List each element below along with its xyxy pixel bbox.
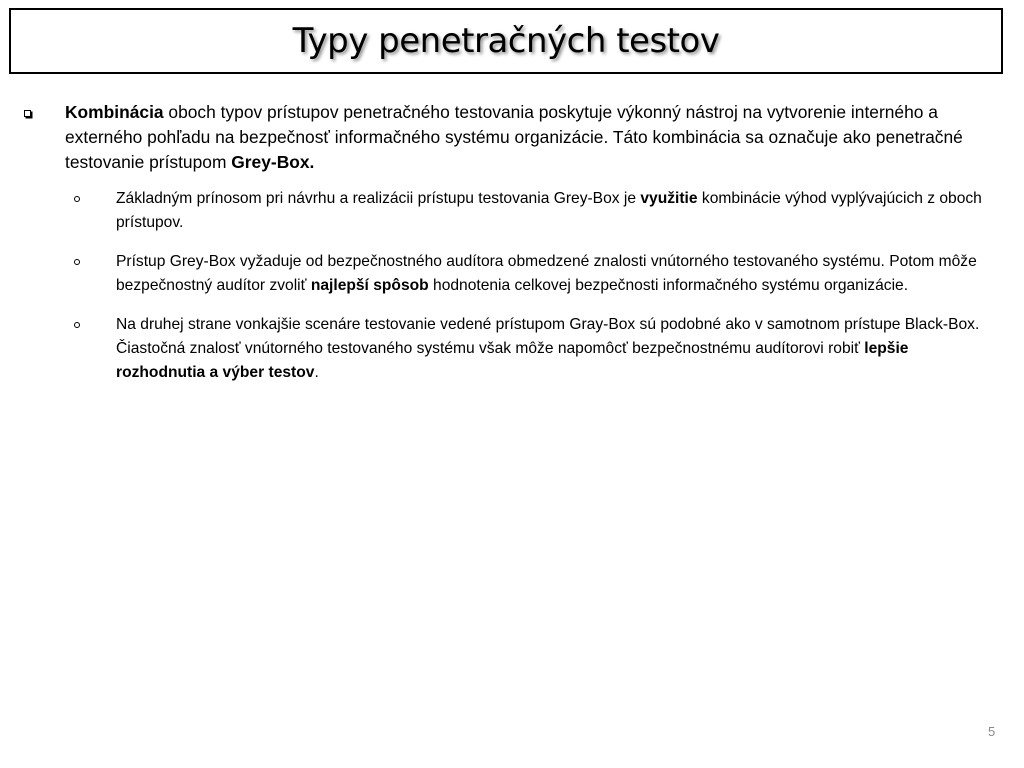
- main-bullet-text: oboch typov prístupov penetračného testovania poskytuje výkonný nástroj na vytvorenie interného a externého pohľadu na bezpečnosť informačného systému organizácie. Táto kombinácia sa označuje ako penetračné testovanie prístupom: [65, 102, 963, 172]
- sub-bullet-bold: najlepší spôsob: [310, 277, 429, 294]
- sub-bullet-text: .: [314, 364, 319, 381]
- slide-title: Typy penetračných testov: [292, 21, 720, 61]
- main-bullet-bold-lead: Kombinácia: [65, 102, 164, 122]
- main-bullet-bold-tail: Grey-Box.: [231, 152, 315, 172]
- sub-bullet-text: Na druhej strane vonkajšie scenáre testovanie vedené prístupom Gray-Box sú podobné ako v samotnom prístupe Black-Box. Čiastočná znalosť vnútorného testovaného systému však môže napomôcť bezpečnostnému audítorovi robiť: [116, 316, 980, 357]
- sub-bullet-text: Prístup Grey-Box vyžaduje od bezpečnostného audítora obmedzené znalosti vnútorného testovaného systému. Potom môže bezpečnostný audítor zvoliť: [116, 253, 977, 294]
- circle-bullet-icon: [74, 322, 80, 328]
- sub-bullet-item: [24, 313, 999, 385]
- sub-bullet-item: [24, 187, 999, 235]
- sub-bullet-text: Základným prínosom pri návrhu a realizácii prístupu testovania Grey-Box je: [116, 190, 641, 207]
- sub-bullet-item: [24, 250, 999, 298]
- sub-bullet-bold: využitie: [640, 190, 698, 207]
- slide-title-box: [9, 8, 1003, 74]
- page-number: 5: [988, 724, 996, 739]
- sub-bullet-text: kombinácie výhod vyplývajúcich z oboch prístupov.: [116, 190, 982, 231]
- main-bullet-item: [24, 100, 999, 175]
- circle-bullet-icon: [74, 259, 80, 265]
- sub-bullet-list: [24, 187, 999, 385]
- square-bullet-icon: [24, 110, 31, 117]
- slide-content: [24, 100, 999, 400]
- sub-bullet-text: hodnotenia celkovej bezpečnosti informačného systému organizácie.: [428, 277, 909, 294]
- circle-bullet-icon: [74, 196, 80, 202]
- sub-bullet-bold: lepšie rozhodnutia a výber testov: [116, 340, 909, 381]
